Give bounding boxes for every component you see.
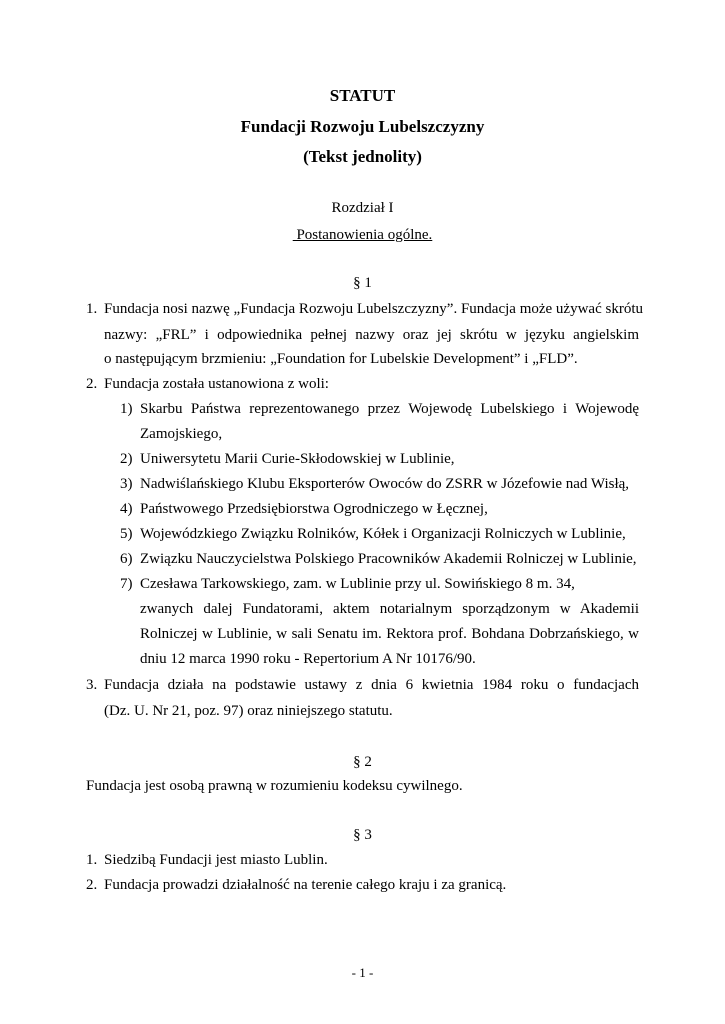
list-item-number: 3) <box>120 476 133 492</box>
chapter-name: Postanowienia ogólne. <box>292 227 433 243</box>
s1-p3-line-2: (Dz. U. Nr 21, poz. 97) oraz niniejszego statutu. <box>104 703 393 719</box>
document-title: STATUT <box>329 86 396 105</box>
s1-p1-number: 1. <box>86 301 98 317</box>
list-item-number: 2) <box>120 451 133 467</box>
s2-text: Fundacja jest osobą prawną w rozumieniu kodeksu cywilnego. <box>86 778 463 794</box>
s1-p1-line-2: nazwy: „FRL” i odpowiednika pełnej nazwy oraz jej skrótu w języku angielskim <box>104 327 639 343</box>
list-item: Czesława Tarkowskiego, zam. w Lublinie przy ul. Sowińskiego 8 m. 34, <box>140 576 575 592</box>
list-item-number: 5) <box>120 526 133 542</box>
s3-p1-number: 1. <box>86 852 98 868</box>
list-item: Uniwersytetu Marii Curie-Skłodowskiej w Lublinie, <box>140 451 455 467</box>
document-subtitle: Fundacji Rozwoju Lubelszczyzny <box>240 117 485 136</box>
list-item-number: 6) <box>120 551 133 567</box>
section-2-sign: § 2 <box>353 754 372 770</box>
page-number: - 1 - <box>351 965 374 980</box>
list-item: Skarbu Państwa reprezentowanego przez Wojewodę Lubelskiego i Wojewodę <box>140 401 639 417</box>
s1-founders-line-2: Rolniczej w Lublinie, w sali Senatu im. Rektora prof. Bohdana Dobrzańskiego, w <box>140 626 639 642</box>
s1-p1-line-3: o następującym brzmieniu: „Foundation for Lubelskie Development” i „FLD”. <box>104 351 578 367</box>
s3-p2-number: 2. <box>86 877 98 893</box>
s1-p3-line-1: Fundacja działa na podstawie ustawy z dnia 6 kwietnia 1984 roku o fundacjach <box>104 677 639 693</box>
list-item-number: 7) <box>120 576 133 592</box>
list-item: Nadwiślańskiego Klubu Eksporterów Owoców do ZSRR w Józefowie nad Wisłą, <box>140 476 630 492</box>
list-item-continuation: Zamojskiego, <box>140 426 223 442</box>
s1-p3-number: 3. <box>86 677 98 693</box>
s1-p2-line-1: Fundacja została ustanowiona z woli: <box>104 376 329 392</box>
section-3-sign: § 3 <box>353 827 372 843</box>
list-item-number: 4) <box>120 501 133 517</box>
chapter-name-wrap <box>0 227 725 244</box>
s3-p1-text: Siedzibą Fundacji jest miasto Lublin. <box>104 852 328 868</box>
list-item-number: 1) <box>120 401 133 417</box>
s1-founders-line-1: zwanych dalej Fundatorami, aktem notarialnym sporządzonym w Akademii <box>140 601 639 617</box>
list-item: Wojewódzkiego Związku Rolników, Kółek i Organizacji Rolniczych w Lublinie, <box>140 526 626 542</box>
list-item: Państwowego Przedsiębiorstwa Ogrodniczego w Łęcznej, <box>140 501 488 517</box>
s3-p2-text: Fundacja prowadzi działalność na terenie całego kraju i za granicą. <box>104 877 507 893</box>
document-edition: (Tekst jednolity) <box>303 147 422 166</box>
s1-founders-line-3: dniu 12 marca 1990 roku - Repertorium A Nr 10176/90. <box>140 651 476 667</box>
list-item: Związku Nauczycielstwa Polskiego Pracowników Akademii Rolniczej w Lublinie, <box>140 551 637 567</box>
s1-p2-number: 2. <box>86 376 98 392</box>
section-1-sign: § 1 <box>353 275 372 291</box>
s1-p1-line-1: Fundacja nosi nazwę „Fundacja Rozwoju Lubelszczyzny”. Fundacja może używać skrótu <box>104 301 643 317</box>
chapter-label: Rozdział I <box>331 200 394 216</box>
